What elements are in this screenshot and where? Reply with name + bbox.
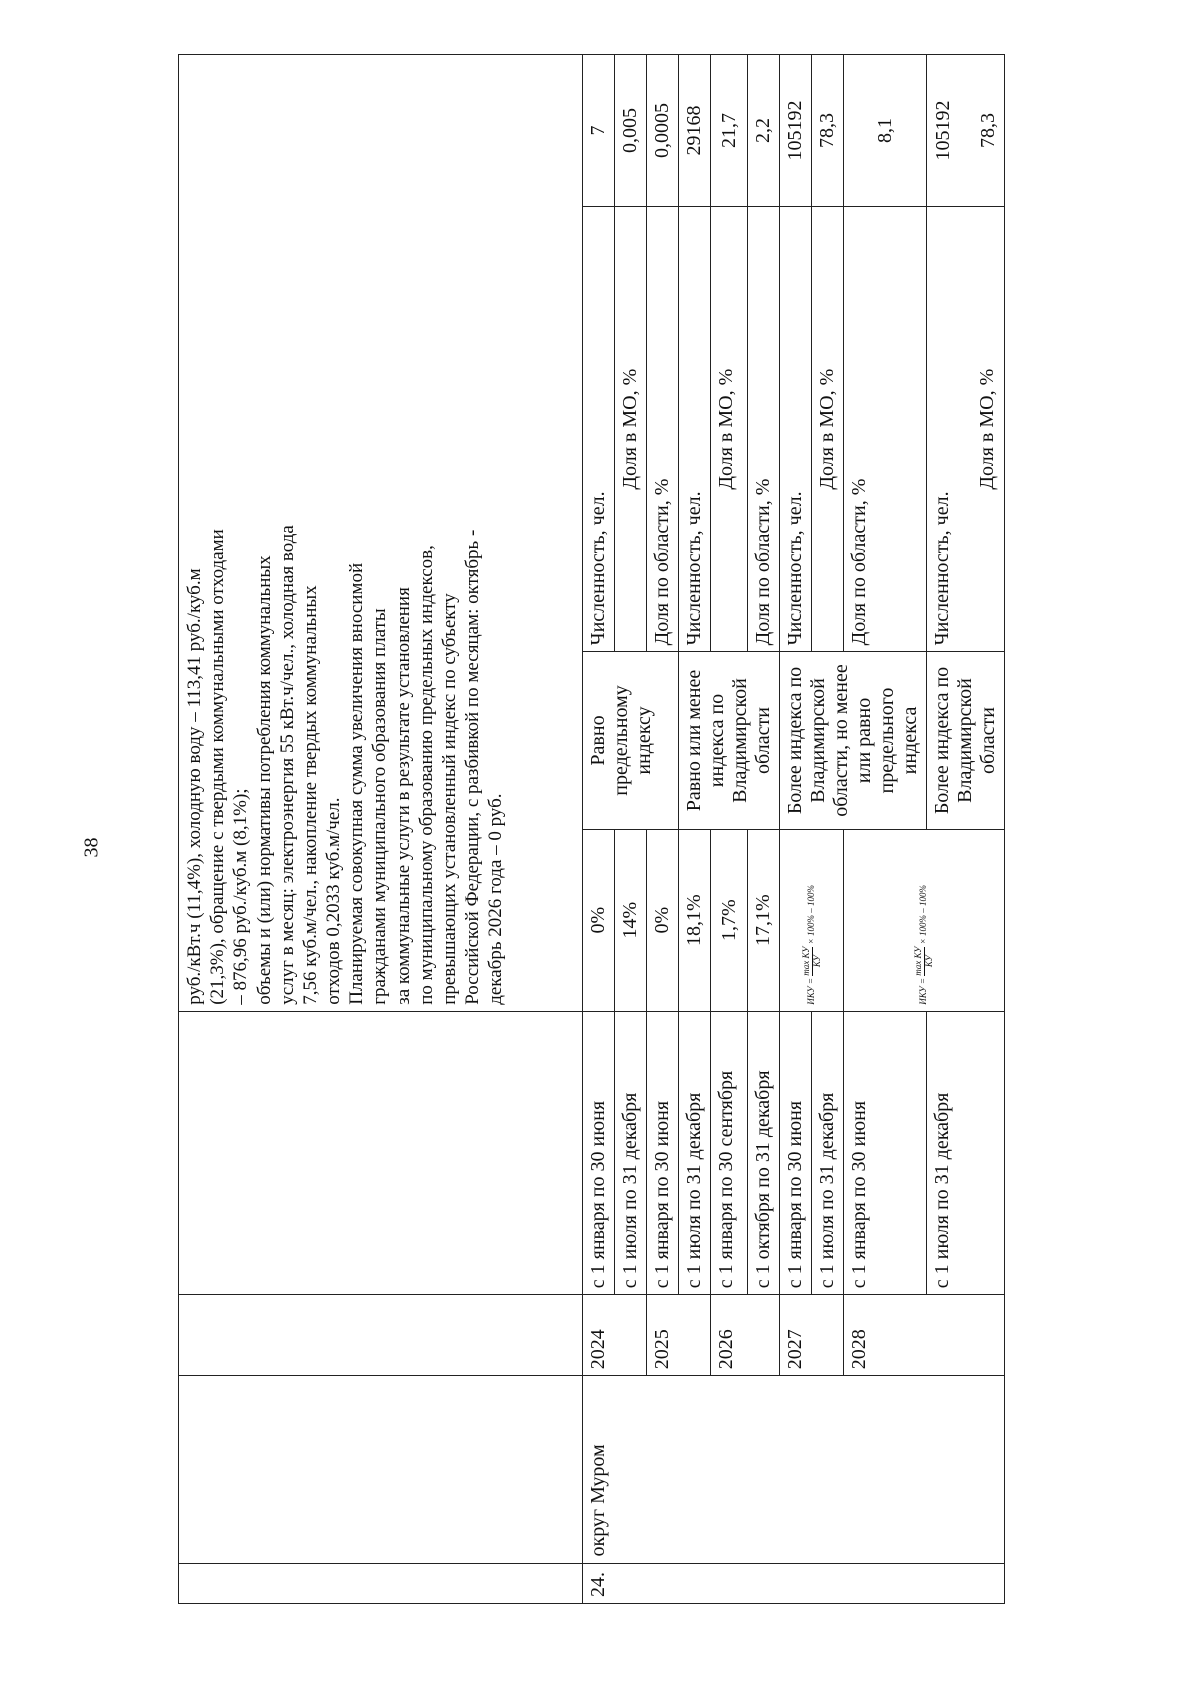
value-cell: 0,005 (615, 55, 647, 207)
year-cell: 2026 (711, 1295, 780, 1376)
index-cell: 17,1% (748, 829, 780, 1011)
value-cell: 29168 (679, 55, 711, 207)
table-row (647, 55, 679, 1604)
description-row (179, 55, 583, 1604)
formula-cell: ИКУ = max КУ КУ × 100% – 100% (844, 829, 1005, 1011)
description-cell: руб./кВт.ч (11,4%), холодную воду – 113,41 руб./куб.м (21,3%), обращение с твердыми коммунальными отходами – 876,96 руб./куб.м (8,1%); объемы и (или) нормативы потребления коммунальных услуг в месяц: электроэнергия 55 кВт.ч/чел., холодная вода 7,56 куб.м/чел., накопление твердых коммунальных отходов 0,2033 куб.м/чел. Планируемая совокупная сумма увеличения вносимой гражданами муниципального образования платы за коммунальные услуги в результате установления по муниципальному образованию предельных индексов, превышающих установленный индекс по субъекту Российской Федерации, с разбивкой по месяцам: октябрь - декабрь 2026 года – 0 руб. (179, 55, 583, 1012)
year-cell: 2028 (844, 1295, 1005, 1376)
table-row (844, 55, 927, 1604)
group-label: Более индекса по Владимирской области (927, 652, 1005, 829)
rotated-table-sheet (178, 54, 1122, 1604)
value-cell: 8,1 (844, 55, 927, 207)
index-cell: 0% (583, 829, 615, 1011)
value-cell: 21,7 (711, 55, 748, 207)
value-cell: 7 (583, 55, 615, 207)
formula-fraction: max КУ КУ (913, 946, 934, 976)
index-cell: 1,7% (711, 829, 748, 1011)
table-row (780, 55, 812, 1604)
period-cell: с 1 января по 30 июня (780, 1011, 812, 1294)
formula-fraction: max КУ КУ (800, 946, 822, 976)
table-row (583, 55, 615, 1604)
period-cell: с 1 июля по 31 декабря (615, 1011, 647, 1294)
value-cell: 78,3 (812, 55, 844, 207)
index-cell: 0% (647, 829, 679, 1011)
index-cell: 14% (615, 829, 647, 1011)
year-cell: 2024 (583, 1295, 647, 1376)
period-cell: с 1 июля по 31 декабря (812, 1011, 844, 1294)
row-number: 24. (583, 1563, 1005, 1603)
group-label: Более индекса по Владимирской области, но менее или равно предельного индекса (780, 652, 927, 829)
period-cell: с 1 января по 30 сентября (711, 1011, 748, 1294)
metric-cell: Доля в МО, % (615, 206, 647, 651)
group-label: Равно или менее индекса по Владимирской области (679, 652, 780, 829)
period-cell: с 1 июля по 31 декабря (679, 1011, 711, 1294)
metric-cell: Доля по области, % (647, 206, 679, 651)
table-row (711, 55, 748, 1604)
municipality-name: округ Муром (583, 1376, 1005, 1563)
metric-cell: Доля по области, % (748, 206, 780, 651)
year-cell: 2027 (780, 1295, 844, 1376)
period-cell: с 1 января по 30 июня (583, 1011, 615, 1294)
tariff-table (178, 54, 1005, 1604)
value-cell: 105192 78,3 (927, 55, 1005, 207)
metric-cell: Доля в МО, % (711, 206, 748, 651)
metric-cell: Численность, чел. (583, 206, 615, 651)
metric-cell: Численность, чел. Доля в МО, % (927, 206, 1005, 651)
period-cell: с 1 июля по 31 декабря (927, 1011, 1005, 1294)
page-number: 38 (80, 837, 103, 858)
group-label: Равно предельному индексу (583, 652, 679, 829)
period-cell: с 1 января по 30 июня (844, 1011, 927, 1294)
metric-cell: Численность, чел. (679, 206, 711, 651)
formula-cell: ИКУ = max КУ КУ × 100% – 100% (780, 829, 844, 1011)
metric-cell: Доля по области, % (844, 206, 927, 651)
period-cell: с 1 октября по 31 декабря (748, 1011, 780, 1294)
value-cell: 2,2 (748, 55, 780, 207)
year-cell: 2025 (647, 1295, 711, 1376)
index-cell: 18,1% (679, 829, 711, 1011)
period-cell: с 1 января по 30 июня (647, 1011, 679, 1294)
value-cell: 105192 (780, 55, 812, 207)
metric-cell: Численность, чел. (780, 206, 812, 651)
metric-cell: Доля в МО, % (812, 206, 844, 651)
value-cell: 0,0005 (647, 55, 679, 207)
